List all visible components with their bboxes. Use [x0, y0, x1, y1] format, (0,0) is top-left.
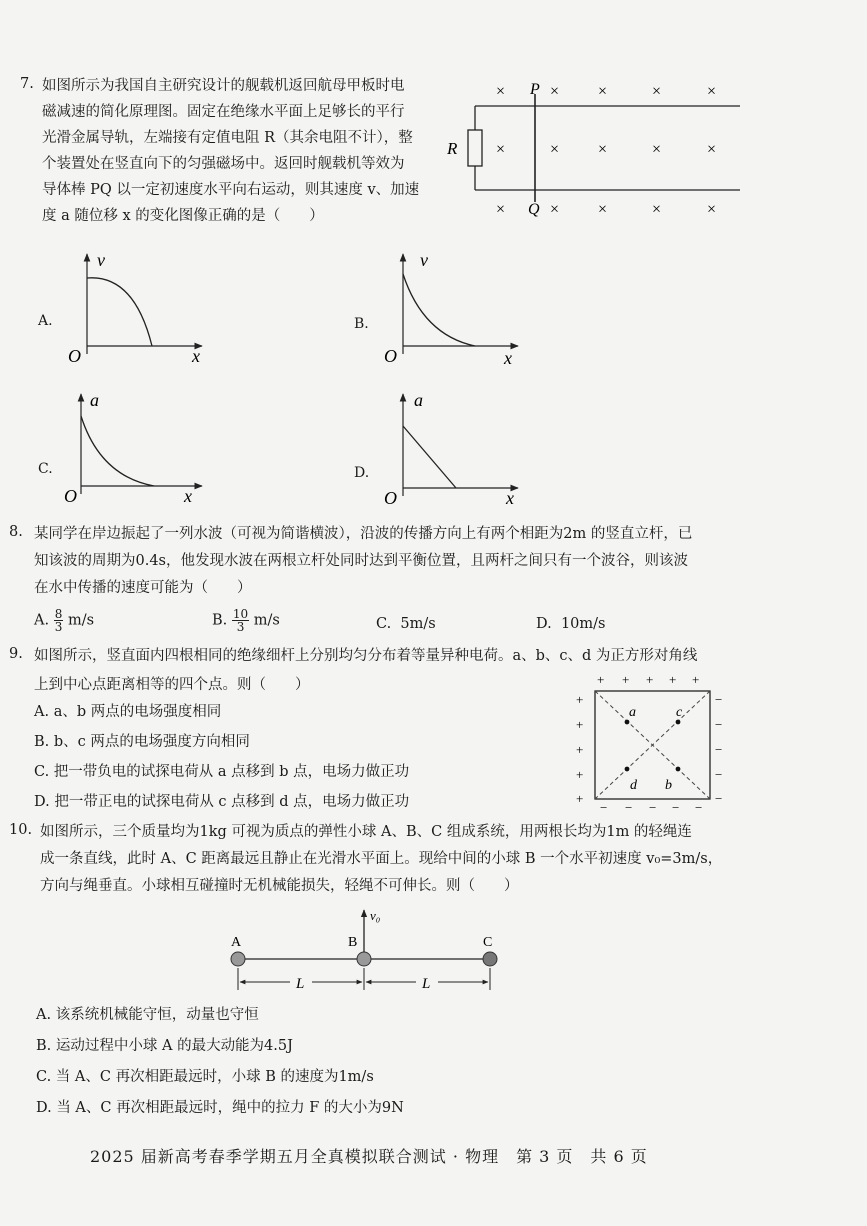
cross-icon: ×: [652, 83, 662, 100]
cross-icon: ×: [598, 141, 608, 158]
ball-c: [483, 952, 497, 966]
length-label: L: [296, 976, 305, 992]
plus-icon: +: [646, 672, 654, 687]
x-axis-label: x: [506, 488, 514, 508]
plus-icon: +: [576, 742, 584, 757]
option-letter: A.: [34, 612, 50, 629]
y-axis-label: a: [414, 390, 423, 410]
plus-icon: +: [622, 672, 630, 687]
plus-icon: +: [576, 717, 584, 732]
y-axis-label: v: [420, 250, 428, 270]
q8-line: 某同学在岸边振起了一列水波（可视为简谐横波），沿波的传播方向上有两个相距为2m 的竖直立杆，已: [34, 526, 693, 542]
minus-icon: −: [715, 692, 723, 707]
q7-line: 个装置处在竖直向下的匀强磁场中。返回时舰载机等效为: [42, 156, 405, 172]
q9-line: 如图所示，竖直面内四根相同的绝缘细杆上分别均匀分布着等量异种电荷。a、b、c、d 为正方形对角线: [34, 648, 698, 664]
minus-icon: −: [600, 800, 608, 812]
q8-line: 在水中传播的速度可能为（ ）: [34, 580, 252, 596]
q10-option-d: D. 当 A、C 再次相距最远时，绳中的拉力 F 的大小为9N: [36, 1100, 404, 1116]
fraction: [54, 608, 64, 633]
q7-option-c-letter: C.: [38, 461, 53, 477]
origin-label: O: [384, 346, 397, 366]
q9-option-d: D. 把一带正电的试探电荷从 c 点移到 d 点，电场力做正功: [34, 794, 410, 810]
question-9-number: 9.: [9, 646, 23, 662]
q8-option-c: [376, 616, 436, 632]
option-text: 5m/s: [400, 616, 436, 632]
q9-line: 上到中心点距离相等的四个点。则（ ）: [34, 677, 310, 693]
plus-icon: +: [669, 672, 677, 687]
label-b: b: [665, 778, 672, 793]
plus-icon: +: [576, 791, 584, 806]
unit: m/s: [253, 612, 280, 629]
q7-line: 光滑金属导轨，左端接有定值电阻 R（其余电阻不计），整: [42, 130, 413, 146]
point-c: [676, 720, 681, 725]
q10-option-c: C. 当 A、C 再次相距最远时，小球 B 的速度为1m/s: [36, 1069, 374, 1085]
label-q: Q: [528, 201, 540, 218]
question-10-text: [40, 822, 722, 896]
option-letter: D.: [536, 616, 552, 632]
acceleration-curve: [81, 416, 154, 486]
label-d: d: [630, 778, 637, 793]
ball-a: [231, 952, 245, 966]
q10-line: 成一条直线，此时 A、C 距离最远且静止在光滑水平面上。现给中间的小球 B 一个水平初速度 v₀=3m/s，: [40, 851, 723, 867]
top-plus-charges: [597, 672, 699, 687]
q7-option-c-graph: [62, 390, 212, 510]
velocity-curve: [403, 274, 475, 346]
left-plus-charges: [576, 692, 583, 806]
q7-option-d-graph: [378, 390, 528, 510]
minus-icon: −: [649, 800, 657, 812]
option-letter: C.: [376, 616, 392, 632]
q7-option-a-letter: A.: [38, 313, 53, 329]
resistor: [468, 130, 482, 166]
q10-line: 如图所示，三个质量均为1kg 可视为质点的弹性小球 A、B、C 组成系统，用两根长均为1m 的轻绳连: [40, 824, 692, 840]
q7-option-a-graph: [62, 250, 212, 370]
q7-option-b-graph: [378, 250, 528, 370]
denominator: 3: [236, 620, 245, 634]
x-axis-label: x: [192, 346, 200, 366]
three-balls-figure: [220, 902, 520, 998]
cross-icon: ×: [496, 141, 506, 158]
y-axis-label: a: [90, 390, 99, 410]
point-d: [625, 767, 630, 772]
option-text: 10m/s: [560, 616, 606, 632]
cross-icon: ×: [652, 141, 662, 158]
minus-icon: −: [695, 800, 703, 812]
q9-option-c: C. 把一带负电的试探电荷从 a 点移到 b 点，电场力做正功: [34, 764, 410, 780]
velocity-curve: [87, 278, 152, 346]
cross-icon: ×: [707, 201, 717, 218]
fraction: [232, 608, 249, 633]
question-8-number: 8.: [9, 524, 23, 540]
x-axis-label: x: [184, 486, 192, 506]
minus-icon: −: [672, 800, 680, 812]
cross-icon: ×: [550, 201, 560, 218]
cross-icon: ×: [598, 83, 608, 100]
cross-icon: ×: [598, 201, 608, 218]
q7-option-d-letter: D.: [354, 465, 370, 481]
q9-options: [34, 702, 409, 812]
q7-line: 磁减速的简化原理图。固定在绝缘水平面上足够长的平行: [42, 104, 405, 120]
x-axis-label: x: [504, 348, 512, 368]
q9-option-b: B. b、c 两点的电场强度方向相同: [34, 734, 250, 750]
length-label: L: [422, 976, 431, 992]
minus-icon: −: [715, 791, 723, 806]
q10-line: 方向与绳垂直。小球相互碰撞时无机械能损失，轻绳不可伸长。则（ ）: [40, 878, 519, 894]
cross-icon: ×: [550, 83, 560, 100]
q10-option-b: B. 运动过程中小球 A 的最大动能为4.5J: [36, 1038, 293, 1054]
label-p: P: [530, 81, 540, 98]
question-8-text: [34, 524, 692, 598]
cross-icon: ×: [496, 201, 506, 218]
rail-magnetic-field-figure: [440, 72, 750, 232]
q7-line: 如图所示为我国自主研究设计的舰载机返回航母甲板时电: [42, 78, 405, 94]
label-b: B: [348, 935, 358, 950]
point-a: [625, 720, 630, 725]
q10-option-a: A. 该系统机械能守恒，动量也守恒: [36, 1007, 259, 1023]
question-10-number: 10.: [9, 822, 33, 838]
minus-icon: −: [715, 767, 723, 782]
q7-option-b-letter: B.: [354, 316, 369, 332]
point-b: [676, 767, 681, 772]
minus-icon: −: [715, 717, 723, 732]
option-letter: B.: [212, 612, 228, 629]
plus-icon: +: [576, 692, 584, 707]
q7-line: 度 a 随位移 x 的变化图像正确的是（ ）: [42, 208, 324, 224]
cross-icon: ×: [707, 141, 717, 158]
q10-options: [36, 1005, 404, 1118]
y-axis-label: v: [97, 250, 105, 270]
label-a: a: [629, 705, 636, 720]
numerator: 10: [232, 607, 249, 621]
q8-option-b: [212, 608, 280, 633]
cross-icon: ×: [707, 83, 717, 100]
q8-option-a: [34, 608, 94, 633]
plus-icon: +: [576, 767, 584, 782]
minus-icon: −: [625, 800, 633, 812]
magnetic-field-crosses: [496, 83, 716, 218]
question-7-number: 7.: [20, 76, 34, 92]
cross-icon: ×: [652, 201, 662, 218]
origin-label: O: [64, 486, 77, 506]
label-c: c: [676, 705, 683, 720]
label-a: A: [231, 935, 242, 950]
origin-label: O: [68, 346, 81, 366]
q8-line: 知该波的周期为0.4s，他发现水波在两根立杆处同时达到平衡位置，且两杆之间只有一个波谷，则该波: [34, 553, 688, 569]
cross-icon: ×: [550, 141, 560, 158]
ball-b: [357, 952, 371, 966]
q7-line: 导体棒 PQ 以一定初速度水平向右运动，则其速度 v、加速: [42, 182, 420, 198]
plus-icon: +: [597, 672, 605, 687]
right-minus-charges: [715, 692, 722, 806]
question-7-text: [42, 76, 419, 226]
plus-icon: +: [692, 672, 700, 687]
q8-option-d: [536, 616, 605, 632]
cross-icon: ×: [496, 83, 506, 100]
numerator: 8: [54, 607, 63, 621]
q9-option-a: A. a、b 两点的电场强度相同: [34, 704, 222, 720]
label-c: C: [483, 935, 493, 950]
acceleration-line: [403, 426, 456, 488]
charged-rods-square-figure: [570, 672, 730, 812]
v0-label: v₀: [370, 908, 381, 923]
denominator: 3: [54, 620, 63, 634]
origin-label: O: [384, 488, 397, 508]
resistor-label: R: [447, 139, 458, 158]
bottom-minus-charges: [600, 800, 702, 812]
unit: m/s: [67, 612, 95, 629]
minus-icon: −: [715, 742, 723, 757]
page-footer: 2025 届新高考春季学期五月全真模拟联合测试 · 物理 第 3 页 共 6 页: [90, 1147, 648, 1166]
